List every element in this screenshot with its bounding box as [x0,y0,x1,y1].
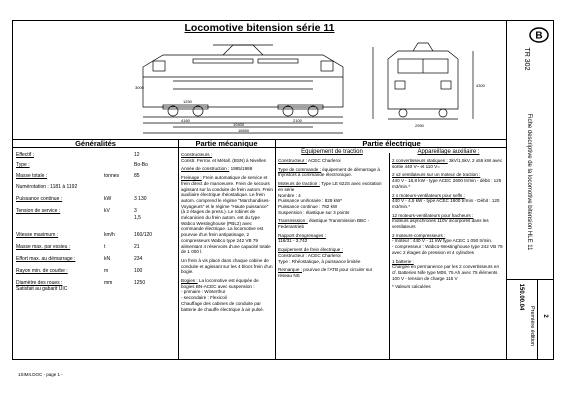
column-divider [275,139,276,359]
sncb-logo-icon [529,25,549,45]
page-title: Locomotive bitension série 11 [184,22,335,34]
table-row: Numérotation : 1181 à 1192 [16,184,78,190]
dim-1: 10400 [233,122,245,127]
dim-7: 4300 [476,83,485,88]
doc-edition: Première édition [529,305,535,347]
dim-6: 2950 [415,123,424,128]
svg-text:B: B [535,30,543,42]
dim-5: 1250 [183,99,192,104]
dim-total: 18650 [238,128,250,133]
dim-3: 2100 [293,118,302,123]
table-row: Diamètre des roues : mm 1250 [16,280,146,286]
locomotive-drawing [133,37,493,137]
traction-column: Constructeur : ACEC Charleroi Type de commande : équipement de démarrage à thyristors à commande électronique. Moteurs de traction : Type LE 622S avec excitation en série Nombre : 4 Puissance unihoraire : 828 kW* Puissance continue : 782 kW Suspension : élastique sur 3 points Transmission : élastique Transmission BBC - Federantrieb Rapport d'engrenages : 116/31 - 3,742 Equipement de frein électrique : Constructeur : ACEC Charleroi Type : Rhéostatique, à puissance limitée Remarque : pourvue de l'ATB pour circuler sur réseau NS [278,158,382,278]
page-number: 2 [542,314,548,318]
doc-code: TR 302 [523,47,530,71]
doc-date: 150.00.04 [518,283,524,311]
subsection-traction: Equipement de traction [301,149,363,155]
table-row: Effort max. au démarrage : kN 234 [16,256,143,262]
section-mecanique: Partie mécanique [195,139,258,148]
table-row: Vitesse maximum : km/h 160/120 [16,232,153,238]
table-row: 1,5 [134,215,141,221]
mecanique-column: Constructeurs : Constr. Ferrov. et Métall. (BSN) à Nivelles Année de construction : 1985/1986 Freinage : Frein automatique de service et frein direct de manoeuvre. Frein de secours agissant sur la conduite de frein autom. Frein auxiliaire électrique rhéostatique. Le frein autom. comprend le régime "Marchandises-Voyageurs" et le régime "Haute puissance" (à 2 étages de press.). Le robinet de mécanicien du frein autom. est du type Wabco Westinghouse (PBL2) avec commande électrique. La locomotive est pourvue d'un frein antipatinage, 2 compresseurs Wabco type 242 VB 79 alimentant 4 réservoirs d'une capacité totale de 1 000 l. Un frein à vis placé dans chaque cabine de conduite et agissant sur les 4 blocs frein d'un bogie. Bogies : La locomotive est équipée de bogies BN-ACEC avec suspension : - primaire : Winterthur - secondaire : Flexicoil Chauffage des cabines de conduite par batterie de chauffe électrique à air pulsé. [181,152,273,312]
footer-text: 1SIM4.DOC - page 1 - [18,372,63,377]
table-row: Effectif : 12 [16,152,140,158]
document-sheet [12,20,507,360]
column-divider [389,153,390,359]
section-electrique: Partie électrique [362,139,421,148]
subsection-auxiliaire: Appareillage auxiliaire : [417,149,480,155]
table-row: Tension de service : kV 3 [16,208,137,214]
table-row: Masse totale : tonnes 85 [16,173,140,179]
section-generalites: Généralités [75,139,116,148]
table-row: Masse max. par essieu : t 21 [16,244,140,250]
doc-description: Fiche descriptive de la locomotive bitension HLE 11 [526,113,532,251]
side-strip [507,20,554,360]
table-row: Type : Bo-Bo [16,162,148,168]
column-divider [178,139,179,359]
auxiliaire-column: 2 convertisseurs statiques : 3kV/1,5kV, 2 x55 kW avec sortie 440 V~ et 110 V= 2 x2 ventilateurs sur un moteur de traction : 440 V - 18,8 kW - type ACEC 2600 tr/min - débit : 125 m3/min.* 2 x moteurs-ventilateurs pour selfs : 440 V - 4,5 kW - type ACEC 1600 tr/min - Débit : 120 m3/min.* 12 moteurs-ventilateurs pour hacheurs : moteurs asynchrones 110V incorporés dans les ventilateurs 2 moteurs-compresseurs : - moteur : 440 V - 11 kW type ACEC 1 050 tr/min. - compresseur : Wabco-Westinghouse type 242 VB 79 avec 2 étages de pression et 4 cylindres 1 batterie : Chargée en permanence par les 2 convertisseurs en cf. Batteries Nife type M08, 75 Ah avec 75 éléments 100 V - tension de charge 115 V * Valeurs calculées [392,158,503,290]
dim-2: 4160 [181,118,190,123]
table-row: Rayon min. de courbe : m 100 [16,268,143,274]
table-row: Puissance continue : kW 3 130 [16,196,147,202]
dim-4: 3000 [135,85,144,90]
table-row: Satisfait au gabarit UIC [16,286,68,292]
